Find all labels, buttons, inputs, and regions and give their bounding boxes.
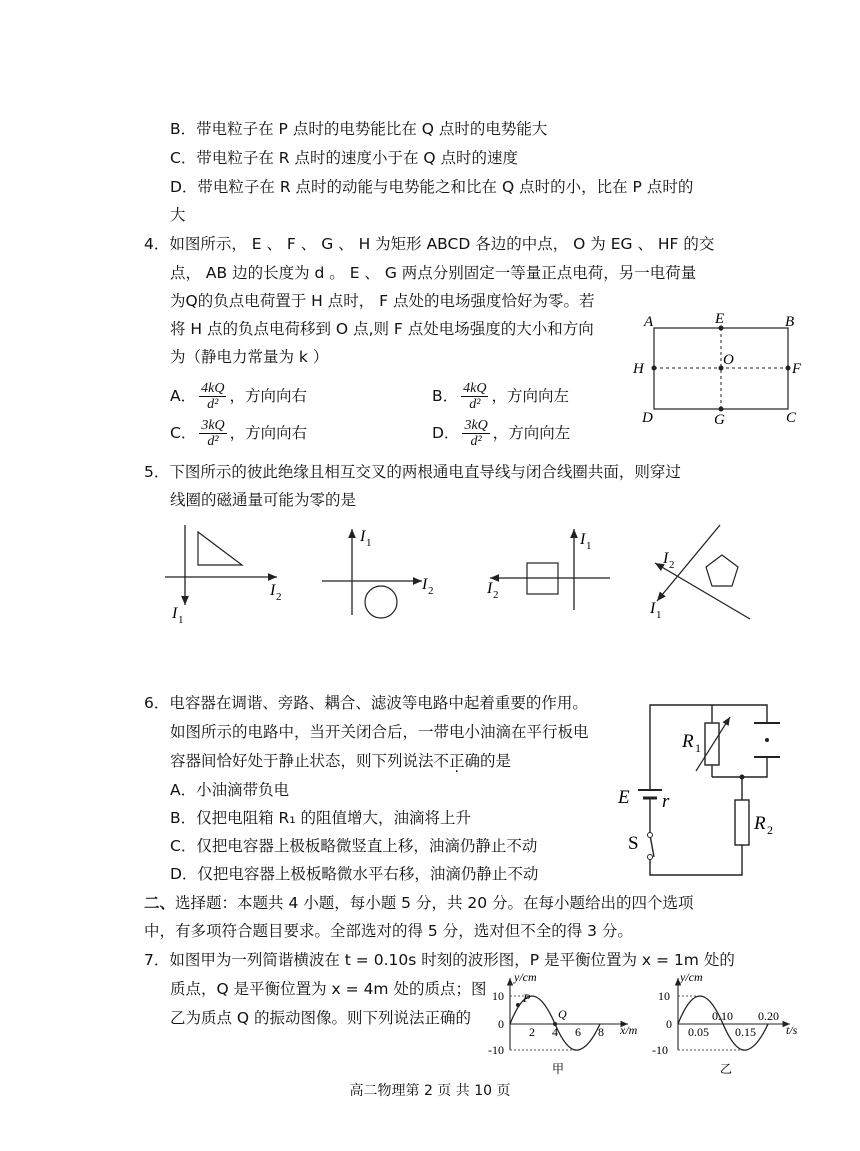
- switch-contact-bottom: [648, 855, 653, 860]
- circle-coil: [365, 586, 397, 618]
- point-p: [516, 1003, 520, 1007]
- label-i2-sub: 2: [493, 589, 499, 601]
- triangle-coil: [198, 532, 242, 565]
- q7-stem-line1: 7．如图甲为一列简谐横波在 t = 0.10s 时刻的波形图，P 是平衡位置为 x = 1m 处的: [144, 951, 735, 969]
- label-q: Q: [558, 1007, 567, 1021]
- label-r: r: [662, 791, 670, 812]
- section2-line2: 中，有多项符合题目要求。全部选对的得 5 分，选对但不全的得 3 分。: [144, 922, 633, 940]
- label-r2: R: [754, 813, 766, 834]
- q6-circuit-figure: [612, 695, 792, 885]
- label-i1: I: [650, 600, 656, 617]
- q5-figure-c: [486, 529, 610, 610]
- q4-option-d: [432, 418, 570, 449]
- wave-x6: 6: [575, 1025, 581, 1039]
- label-b: B: [785, 314, 795, 330]
- label-i1-sub: 1: [656, 609, 662, 621]
- vib-y0: 0: [666, 1017, 672, 1031]
- q4-option-a-direction: ，方向向右: [229, 387, 307, 405]
- q6-option-d: D．仅把电容器上极板略微水平右移，油滴仍静止不动: [170, 865, 539, 883]
- q7-vibration-figure: [650, 972, 810, 1077]
- label-p: P: [523, 991, 531, 1005]
- label-s: S: [628, 833, 639, 854]
- q4-option-c-direction: ，方向向右: [229, 424, 308, 442]
- vib-x015: 0.15: [735, 1025, 756, 1039]
- q4-option-c-label: C．: [170, 424, 197, 442]
- oil-drop: [765, 738, 769, 742]
- q5-figure-a: [165, 525, 282, 626]
- q4-option-c-numerator: 3kQ: [201, 418, 225, 433]
- wave-caption: 甲: [552, 1062, 565, 1076]
- q4-option-d-numerator: 3kQ: [464, 418, 488, 433]
- wire-i2: [655, 563, 750, 619]
- wire-cap-bottom: [712, 757, 767, 777]
- q4-option-a-denominator: d²: [207, 397, 219, 412]
- wire-left-top: [650, 705, 712, 790]
- label-r1-sub: 1: [695, 741, 701, 755]
- q4-option-c-fraction: [199, 418, 226, 449]
- wave-x4: 4: [552, 1025, 558, 1039]
- q6-option-c: C．仅把电容器上极板略微竖直上移，油滴仍静止不动: [170, 837, 538, 855]
- q7-stem-line2: 质点，Q 是平衡位置为 x = 4m 处的质点；图: [170, 980, 487, 998]
- section2-heading: 二、: [144, 894, 176, 912]
- q6-stem-line3-a: 容器间恰好处于静止状态，则下列说法: [170, 752, 434, 770]
- label-g: G: [714, 412, 725, 428]
- q5-stem-line1: 5．下图所示的彼此绝缘且相互交叉的两根通电直导线与闭合线圈共面，则穿过: [144, 463, 681, 481]
- q5-figures: [160, 515, 780, 635]
- label-a: A: [644, 314, 654, 330]
- q3-option-d-line2: 大: [170, 206, 186, 224]
- q4-stem-line1: 4．如图所示， E 、 F 、 G 、 H 为矩形 ABCD 各边的中点， O 为 EG 、 HF 的交: [144, 235, 715, 253]
- label-d: D: [642, 410, 653, 426]
- q3-option-b: B．带电粒子在 P 点时的电势能比在 Q 点时的电势能大: [170, 120, 548, 138]
- label-i2: I: [487, 580, 493, 597]
- label-i1: I: [580, 531, 586, 548]
- switch-contact-top: [648, 833, 653, 838]
- resistor-r2: [735, 800, 749, 845]
- q6-stem-line1: 6．电容器在调谐、旁路、耦合、滤波等电路中起着重要的作用。: [144, 694, 588, 712]
- vib-xlabel: t/s: [786, 1023, 798, 1037]
- label-e: E: [618, 787, 630, 808]
- q4-option-b-numerator: 4kQ: [463, 381, 487, 396]
- q5-figure-b: [322, 528, 434, 618]
- label-r2-sub: 2: [767, 823, 773, 837]
- label-o: O: [723, 352, 734, 368]
- q4-stem-line2: 点， AB 边的长度为 d 。 E 、 G 两点分别固定一等量正点电荷，另一电荷量: [170, 264, 697, 282]
- wave-yn10: -10: [488, 1043, 504, 1057]
- label-r1: R: [682, 731, 694, 752]
- q4-option-a: [170, 381, 307, 412]
- label-i2-sub: 2: [276, 591, 282, 603]
- q6-stem-line3: [170, 751, 511, 771]
- vib-ylabel: y/cm: [680, 970, 703, 984]
- wave-y10: 10: [492, 989, 504, 1003]
- label-i2: I: [270, 582, 276, 599]
- q4-option-b-direction: ，方向向左: [491, 387, 569, 405]
- q4-option-c: [170, 418, 307, 449]
- label-e: E: [715, 311, 725, 327]
- q7-stem-line3: 乙为质点 Q 的振动图像。则下列说法正确的: [170, 1009, 472, 1027]
- wave-xlabel: x/m: [620, 1023, 638, 1037]
- vib-x020: 0.20: [758, 1009, 779, 1023]
- wave-y0: 0: [498, 1017, 504, 1031]
- q7-wave-figure: [488, 972, 648, 1077]
- q4-stem-line5: 为（静电力常量为 k ）: [170, 348, 329, 366]
- q4-option-d-fraction: [462, 418, 489, 449]
- q6-stem-line3-c: 的是: [480, 752, 512, 770]
- label-i1-sub: 1: [586, 540, 592, 552]
- q4-stem-line3: 为Q的负点电荷置于 H 点时， F 点处的电场强度恰好为零。若: [170, 292, 595, 310]
- label-i2-sub: 2: [428, 585, 434, 597]
- q4-option-b: [432, 381, 569, 412]
- q4-option-b-label: B．: [432, 387, 459, 405]
- q4-option-a-fraction: [199, 381, 226, 412]
- wire-cap-top: [712, 705, 767, 723]
- label-i1-sub: 1: [366, 537, 372, 549]
- label-c: C: [786, 410, 797, 426]
- label-i1: I: [172, 605, 178, 622]
- vib-x010: 0.10: [712, 1009, 733, 1023]
- vibration-curve: [678, 996, 768, 1050]
- q6-emphasis-not-correct: 不正确: [433, 752, 481, 770]
- page-footer: 高二物理第 2 页 共 10 页: [349, 1083, 511, 1099]
- section2-line1: [144, 893, 694, 913]
- resistor-r1: [705, 723, 719, 765]
- q6-stem-line2: 如图所示的电路中，当开关闭合后，一带电小油滴在平行板电: [170, 723, 589, 741]
- point-f: [786, 366, 791, 371]
- section2-line1-text: 选择题：本题共 4 小题，每小题 5 分，共 20 分。在每小题给出的四个选项: [175, 894, 694, 912]
- wave-x8: 8: [598, 1025, 604, 1039]
- q3-option-d-line1: D．带电粒子在 R 点时的动能与电势能之和比在 Q 点时的小，比在 P 点时的: [170, 178, 694, 196]
- label-i2: I: [663, 550, 669, 567]
- label-i1: I: [360, 528, 366, 545]
- q4-option-b-fraction: [461, 381, 488, 412]
- label-i2-sub: 2: [669, 559, 675, 571]
- q4-option-d-label: D．: [432, 424, 460, 442]
- label-h: H: [633, 361, 644, 377]
- point-h: [652, 366, 657, 371]
- q4-stem-line4: 将 H 点的负点电荷移到 O 点,则 F 点处电场强度的大小和方向: [170, 320, 594, 338]
- q5-stem-line2: 线圈的磁通量可能为零的是: [170, 491, 357, 509]
- q4-option-d-direction: ，方向向左: [492, 424, 571, 442]
- label-i2: I: [422, 576, 428, 593]
- label-f: F: [792, 361, 802, 377]
- q5-figure-d: [649, 525, 750, 621]
- wave-x2: 2: [529, 1025, 535, 1039]
- vib-yn10: -10: [652, 1043, 668, 1057]
- vib-y10: 10: [658, 989, 670, 1003]
- q6-option-b: B．仅把电阻箱 R₁ 的阻值增大，油滴将上升: [170, 809, 471, 827]
- switch-blade: [650, 835, 654, 857]
- wire-bottom: [650, 845, 742, 875]
- q4-rectangle-figure: [630, 310, 820, 430]
- vib-x005: 0.05: [688, 1025, 709, 1039]
- pentagon-coil: [706, 555, 738, 586]
- q3-option-c: C．带电粒子在 R 点时的速度小于在 Q 点时的速度: [170, 149, 519, 167]
- q4-option-a-label: A．: [170, 387, 197, 405]
- wave-ylabel: y/cm: [514, 970, 537, 984]
- q4-option-c-denominator: d²: [207, 434, 219, 449]
- q6-option-a: A．小油滴带负电: [170, 781, 290, 799]
- q4-option-a-numerator: 4kQ: [201, 381, 225, 396]
- point-g: [719, 407, 724, 412]
- vib-caption: 乙: [720, 1062, 733, 1076]
- q4-option-d-denominator: d²: [470, 434, 482, 449]
- q4-option-b-denominator: d²: [469, 397, 481, 412]
- label-i1-sub: 1: [178, 614, 184, 626]
